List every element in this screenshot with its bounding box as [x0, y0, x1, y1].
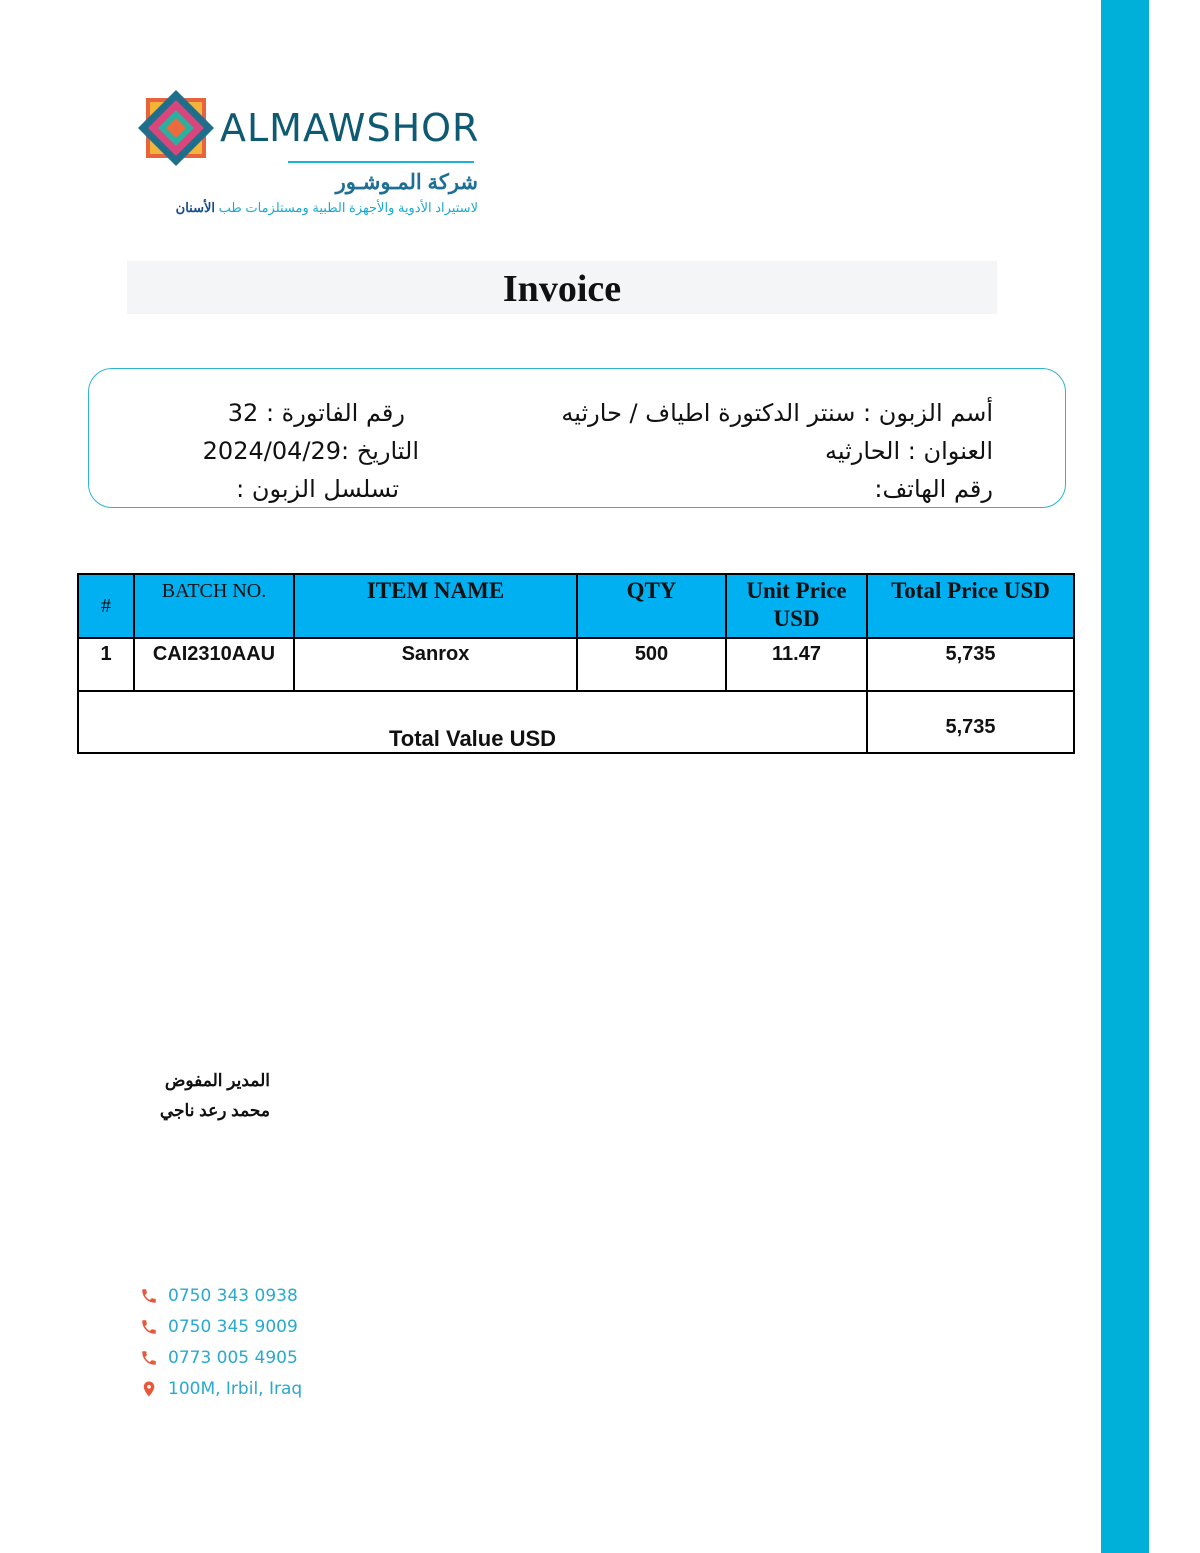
- customer-name: أسم الزبون : سنتر الدكتورة اطياف / حارثيه: [561, 399, 993, 427]
- location-pin-icon: [140, 1380, 158, 1398]
- signature-name: محمد رعد ناجي: [159, 1101, 270, 1120]
- col-header-qty: QTY: [577, 574, 726, 638]
- customer-address: العنوان : الحارثيه: [825, 437, 993, 465]
- cell-batch: CAI2310AAU: [134, 638, 294, 691]
- cell-total-price: 5,735: [867, 638, 1074, 691]
- invoice-number: رقم الفاتورة : 32: [227, 399, 405, 427]
- total-label: Total Value USD: [78, 691, 867, 753]
- items-table: [77, 573, 1075, 754]
- total-row: [78, 691, 1074, 753]
- contact-block: [140, 1280, 302, 1404]
- col-header-item: ITEM NAME: [294, 574, 577, 638]
- phone-icon: [140, 1287, 158, 1305]
- invoice-date: التاريخ :2024/04/29: [202, 437, 419, 465]
- col-header-index: #: [78, 574, 134, 638]
- signature-block: [120, 1066, 270, 1126]
- cell-index: 1: [78, 638, 134, 691]
- address-text: 100M, Irbil, Iraq: [168, 1378, 303, 1399]
- cell-qty: 500: [577, 638, 726, 691]
- signature-title: المدير المفوض: [164, 1071, 270, 1090]
- phone-icon: [140, 1318, 158, 1336]
- customer-sequence: تسلسل الزبون :: [236, 475, 399, 503]
- contact-phone-1: [140, 1280, 302, 1311]
- customer-phone: رقم الهاتف:: [874, 475, 993, 503]
- phone-number: 0773 005 4905: [168, 1347, 298, 1368]
- contact-phone-2: [140, 1311, 302, 1342]
- tagline-text: لاستيراد الأدوية والأجهزة الطبية ومستلزمات طب: [218, 200, 478, 215]
- phone-icon: [140, 1349, 158, 1367]
- col-header-total-price: Total Price USD: [867, 574, 1074, 638]
- cell-unit-price: 11.47: [726, 638, 867, 691]
- contact-phone-3: [140, 1342, 302, 1373]
- side-accent-bar: [1101, 0, 1149, 1553]
- cell-item: Sanrox: [294, 638, 577, 691]
- brand-name-en: ALMAWSHOR: [220, 106, 480, 150]
- customer-info-box: [88, 368, 1066, 508]
- table-header-row: [78, 574, 1074, 638]
- logo-star-icon: [138, 90, 214, 166]
- total-value: 5,735: [867, 691, 1074, 753]
- phone-number: 0750 343 0938: [168, 1285, 298, 1306]
- brand-tagline: [176, 200, 478, 216]
- invoice-title: Invoice: [127, 261, 997, 314]
- brand-name-ar: شركة المـوشـور: [335, 171, 478, 194]
- tagline-emphasis: الأسنان: [175, 200, 216, 215]
- logo-divider: [288, 161, 474, 163]
- col-header-unit-price: Unit Price USD: [726, 574, 867, 638]
- company-logo: [138, 86, 478, 226]
- col-header-batch: BATCH NO.: [134, 574, 294, 638]
- table-row: [78, 638, 1074, 691]
- phone-number: 0750 345 9009: [168, 1316, 298, 1337]
- contact-address: [140, 1373, 302, 1404]
